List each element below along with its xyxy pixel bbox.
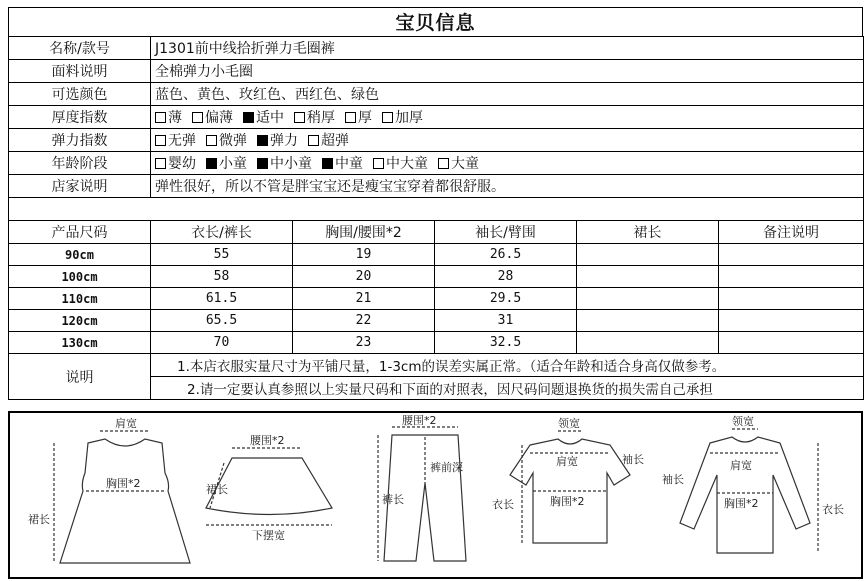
elasticity-option-label: 弹力: [270, 133, 298, 149]
elasticity-options: [151, 129, 864, 152]
unchecked-box-icon: [192, 112, 203, 123]
explain-line-1: 1.本店衣服实量尺寸为平铺尺量，1-3cm的误差实属正常。（适合年龄和适合身高仅做参考。: [151, 354, 864, 377]
label-pants-length: 裤长: [382, 493, 404, 506]
checked-box-icon: [257, 158, 268, 169]
product-info-table: [8, 36, 864, 400]
size-header-cell: 备注说明: [719, 221, 864, 244]
info-row-age: [9, 152, 864, 175]
size-value-cell: [577, 266, 719, 288]
age-option-label: 婴幼: [168, 156, 196, 172]
size-value-cell: [577, 244, 719, 266]
thickness-option: [294, 107, 335, 127]
thickness-option-label: 厚: [358, 110, 372, 126]
label-dress-shoulder: 肩宽: [115, 417, 137, 430]
size-header-cell: 裙长: [577, 221, 719, 244]
size-row: [9, 266, 864, 288]
unchecked-box-icon: [438, 158, 449, 169]
size-value-cell: [577, 310, 719, 332]
unchecked-box-icon: [155, 112, 166, 123]
thickness-option-label: 偏薄: [205, 110, 233, 126]
elasticity-option-label: 无弹: [168, 133, 196, 149]
label-tee-length: 衣长: [492, 498, 514, 511]
info-row-colors: [9, 83, 864, 106]
longsleeve-outline: [680, 437, 810, 553]
measurement-illustrations: [10, 413, 861, 577]
value-colors: 蓝色、黄色、玫红色、西红色、绿色: [151, 83, 864, 106]
label-ls-collar: 领宽: [732, 415, 754, 428]
size-value-cell: [719, 266, 864, 288]
unchecked-box-icon: [345, 112, 356, 123]
size-value-cell: 23: [293, 332, 435, 354]
label-tee-shoulder: 肩宽: [556, 455, 578, 468]
size-value-cell: [719, 310, 864, 332]
thickness-option-label: 加厚: [395, 110, 423, 126]
size-value-cell: 55: [151, 244, 293, 266]
label-explain: 说明: [9, 354, 151, 400]
label-dress-chest: 胸围*2: [106, 477, 141, 490]
label-dress-length: 裙长: [28, 513, 50, 526]
label-elasticity: 弹力指数: [9, 129, 151, 152]
thickness-option: [382, 107, 423, 127]
size-value-cell: [719, 288, 864, 310]
label-ls-shoulder: 肩宽: [730, 459, 752, 472]
label-tee-chest: 胸围*2: [550, 495, 585, 508]
size-header-cell: 衣长/裤长: [151, 221, 293, 244]
checked-box-icon: [257, 135, 268, 146]
value-name: J1301前中线拾折弹力毛圈裤: [151, 37, 864, 60]
label-fabric: 面料说明: [9, 60, 151, 83]
age-option: [206, 153, 247, 173]
label-shop-note: 店家说明: [9, 175, 151, 198]
info-row-thickness: [9, 106, 864, 129]
unchecked-box-icon: [155, 135, 166, 146]
thickness-option-label: 稍厚: [307, 110, 335, 126]
size-value-cell: [577, 332, 719, 354]
label-tee-sleeve: 袖长: [622, 453, 644, 466]
size-cell: 90cm: [9, 244, 151, 266]
size-cell: 110cm: [9, 288, 151, 310]
size-row: [9, 310, 864, 332]
age-options: [151, 152, 864, 175]
size-value-cell: 26.5: [435, 244, 577, 266]
size-header-row: [9, 221, 864, 244]
elasticity-option: [206, 130, 247, 150]
explain-row-1: [9, 354, 864, 377]
size-table-body: [9, 244, 864, 354]
unchecked-box-icon: [382, 112, 393, 123]
size-cell: 130cm: [9, 332, 151, 354]
checked-box-icon: [206, 158, 217, 169]
size-value-cell: 28: [435, 266, 577, 288]
size-value-cell: [577, 288, 719, 310]
info-row-fabric: [9, 60, 864, 83]
age-option: [155, 153, 196, 173]
size-value-cell: 65.5: [151, 310, 293, 332]
unchecked-box-icon: [308, 135, 319, 146]
elasticity-option: [257, 130, 298, 150]
size-value-cell: 22: [293, 310, 435, 332]
label-name: 名称/款号: [9, 37, 151, 60]
size-value-cell: 20: [293, 266, 435, 288]
label-skirt-length: 裙长: [206, 483, 228, 496]
age-option: [438, 153, 479, 173]
spacer-row: [9, 198, 864, 221]
explain-line-2: 2.请一定要认真参照以上实量尺码和下面的对照表，因尺码问题退换货的损失需自己承担: [151, 377, 864, 400]
age-option-label: 小童: [219, 156, 247, 172]
thickness-option: [192, 107, 233, 127]
value-shop-note: 弹性很好，所以不管是胖宝宝还是瘦宝宝穿着都很舒服。: [151, 175, 864, 198]
spacer-cell: [9, 198, 864, 221]
label-pants-waist: 腰围*2: [402, 414, 437, 427]
unchecked-box-icon: [373, 158, 384, 169]
size-header-cell: 胸围/腰围*2: [293, 221, 435, 244]
size-value-cell: [719, 332, 864, 354]
age-option-label: 中大童: [386, 156, 428, 172]
size-value-cell: 21: [293, 288, 435, 310]
size-header-cell: 产品尺码: [9, 221, 151, 244]
age-option: [373, 153, 428, 173]
age-option: [257, 153, 312, 173]
unchecked-box-icon: [294, 112, 305, 123]
label-skirt-hem: 下摆宽: [252, 529, 285, 542]
size-cell: 100cm: [9, 266, 151, 288]
label-colors: 可选颜色: [9, 83, 151, 106]
size-header-cell: 袖长/臂围: [435, 221, 577, 244]
age-option: [322, 153, 363, 173]
checked-box-icon: [243, 112, 254, 123]
label-ls-chest: 胸围*2: [724, 497, 759, 510]
elasticity-option: [308, 130, 349, 150]
value-fabric: 全棉弹力小毛圈: [151, 60, 864, 83]
elasticity-option: [155, 130, 196, 150]
thickness-options: [151, 106, 864, 129]
size-value-cell: 32.5: [435, 332, 577, 354]
size-value-cell: [719, 244, 864, 266]
label-thickness: 厚度指数: [9, 106, 151, 129]
elasticity-option-label: 超弹: [321, 133, 349, 149]
age-option-label: 大童: [451, 156, 479, 172]
info-row-name: [9, 37, 864, 60]
size-value-cell: 61.5: [151, 288, 293, 310]
info-row-shop-note: [9, 175, 864, 198]
label-tee-collar: 领宽: [558, 417, 580, 430]
size-row: [9, 332, 864, 354]
age-option-label: 中童: [335, 156, 363, 172]
thickness-option: [155, 107, 182, 127]
label-ls-length: 衣长: [822, 503, 844, 516]
label-skirt-waist: 腰围*2: [250, 434, 285, 447]
age-option-label: 中小童: [270, 156, 312, 172]
size-value-cell: 29.5: [435, 288, 577, 310]
size-value-cell: 19: [293, 244, 435, 266]
thickness-option: [243, 107, 284, 127]
thickness-option-label: 薄: [168, 110, 182, 126]
measurement-diagram: [8, 411, 863, 579]
size-row: [9, 244, 864, 266]
dress-outline: [60, 439, 190, 563]
size-value-cell: 31: [435, 310, 577, 332]
unchecked-box-icon: [206, 135, 217, 146]
label-age: 年龄阶段: [9, 152, 151, 175]
thickness-option: [345, 107, 372, 127]
label-ls-sleeve: 袖长: [662, 473, 684, 486]
size-value-cell: 70: [151, 332, 293, 354]
checked-box-icon: [322, 158, 333, 169]
unchecked-box-icon: [155, 158, 166, 169]
thickness-option-label: 适中: [256, 110, 284, 126]
size-cell: 120cm: [9, 310, 151, 332]
label-pants-rise: 裤前深: [430, 461, 463, 474]
elasticity-option-label: 微弹: [219, 133, 247, 149]
size-value-cell: 58: [151, 266, 293, 288]
page-title: 宝贝信息: [8, 7, 863, 37]
size-row: [9, 288, 864, 310]
info-row-elasticity: [9, 129, 864, 152]
